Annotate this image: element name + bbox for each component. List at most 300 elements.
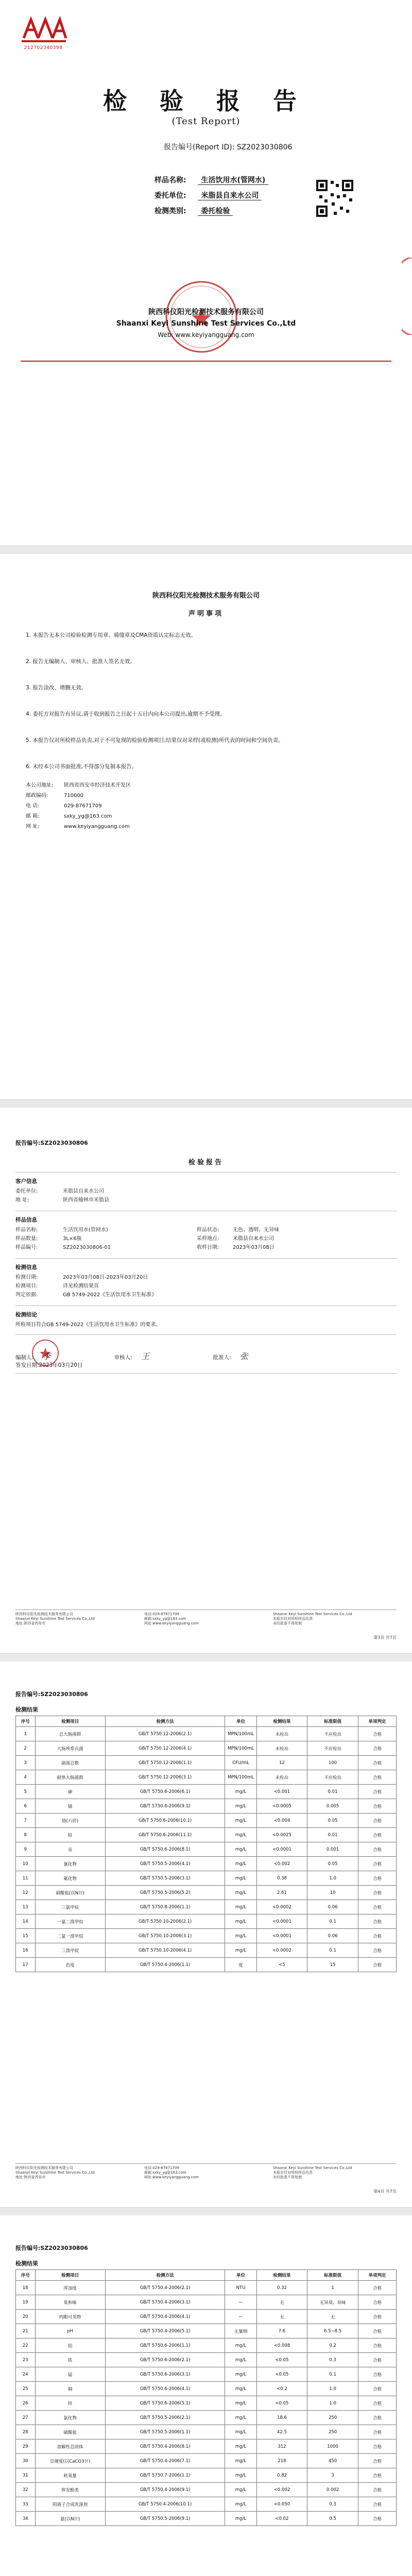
table-cell: 合格 [358, 2382, 396, 2396]
table-cell: 6 [16, 1799, 36, 1814]
table-cell: MPN/100mL [225, 1727, 256, 1741]
table-cell: 肉眼可见物 [35, 2310, 105, 2324]
table-cell: 22 [16, 2338, 36, 2353]
table-cell: GB/T 5750.6-2006(8.1) [105, 1842, 225, 1857]
table-cell: 0.001 [307, 1842, 358, 1857]
table-cell: 未检出 [256, 1727, 307, 1741]
table-cell: 无异臭、异味 [307, 2295, 358, 2310]
table-row [16, 2324, 397, 2338]
table-cell: 10 [307, 1886, 358, 1900]
client-value: 米脂县自来水公司 [198, 192, 262, 200]
table-cell: 23 [16, 2353, 36, 2367]
results-page-2 [0, 2215, 412, 2576]
table-cell: 汞 [35, 1842, 105, 1857]
table-cell: GB/T 5750.4-2006(2.1) [105, 2281, 225, 2295]
issue-date: 签发日期:2023年03月20日 [15, 1362, 83, 1368]
table-cell: GB/T 5750.12-2006(1.1) [105, 1756, 225, 1770]
table-cell: 18 [16, 2281, 36, 2295]
table-cell: <0.05 [256, 2367, 307, 2382]
table-cell: 未检出 [256, 1770, 307, 1785]
client-line: 委托单位: 米脂县自来水公司 [15, 1189, 104, 1194]
test-section [15, 1263, 397, 1299]
table-cell: 34 [16, 2512, 36, 2526]
table-cell: 12 [256, 1756, 307, 1770]
table-cell: 合格 [358, 2439, 396, 2454]
table-cell: 菌落总数 [35, 1756, 105, 1770]
table-cell: 一氯二溴甲烷 [35, 1914, 105, 1929]
signatures [15, 1350, 397, 1362]
table-cell: 二氯一溴甲烷 [35, 1929, 105, 1943]
table-cell: GB/T 5750.12-2006(4.1) [105, 1741, 225, 1756]
table-cell: 250 [307, 2425, 358, 2439]
table-cell: 合格 [358, 2497, 396, 2512]
statement-page [0, 554, 412, 1100]
statement-note: 5. 本报告仅对所检样品负责,对于不可复现的检验检测项目,结果仅对采样(或检测)所代表的时间和空间负责。 [26, 737, 284, 743]
table-cell: 耗氧量 [35, 2468, 105, 2483]
table-row [16, 1929, 397, 1943]
table-cell: 6.5~8.5 [307, 2324, 358, 2338]
table-cell: 33 [16, 2497, 36, 2512]
sample-value: 生活饮用水(管网水) [198, 176, 268, 185]
table-cell: mg/L [225, 2497, 256, 2512]
table-cell: 合格 [358, 2324, 396, 2338]
table-cell: 合格 [358, 1727, 396, 1741]
report-title: 检 验 报 告 [102, 87, 310, 115]
statement-company: 陕西科仪阳光检测技术服务有限公司 [152, 592, 260, 600]
table-cell: <0.02 [256, 2512, 307, 2526]
table-cell: 合格 [358, 2512, 396, 2526]
results-report-no: 报告编号:SZ2023030806 [15, 1691, 88, 1698]
table-cell: 合格 [358, 1886, 396, 1900]
sample-label: 样品名称: [154, 176, 186, 184]
table-cell: 28 [16, 2425, 36, 2439]
table-cell: 合格 [358, 1914, 396, 1929]
conclusion-section [15, 1311, 397, 1329]
table-cell: GB/T 5750.6-2006(3.1) [105, 2367, 225, 2382]
table-cell: 10 [16, 1857, 36, 1871]
table-cell: — [225, 2310, 256, 2324]
test-line: 检测日期: 2023年03月08日-2023年03月20日 [15, 1275, 148, 1280]
table-row [16, 1756, 397, 1770]
contact-row: 本公司地址: 陕西省西安市经济技术开发区 [26, 783, 131, 788]
table-cell: GB/T 5750.4-2006(3.1) [105, 2295, 225, 2310]
table-cell: 0.38 [256, 1871, 307, 1886]
sig-prepared: 李 [42, 1351, 51, 1361]
table-cell: mg/L [225, 1943, 256, 1958]
sample-line: 样品数量: 3L×6瓶 采样地点: 米脂县自来水公司 [15, 1236, 274, 1242]
table-cell: 合格 [358, 1871, 396, 1886]
table-row [16, 1770, 397, 1785]
table-cell: 0.1 [307, 2367, 358, 2382]
table-cell: 氨(以N计) [35, 2512, 105, 2526]
table-cell: 合格 [358, 1814, 396, 1828]
table-cell: GB/T 5750.12-2006(2.1) [105, 1727, 225, 1741]
table-cell: 1 [16, 1727, 36, 1741]
table-cell: 溶解性总固体 [35, 2439, 105, 2454]
table-cell: 16 [16, 1943, 36, 1958]
divider [15, 1334, 397, 1335]
table-row [16, 2411, 397, 2425]
sample-line: 样品编号: SZ2023030806-01 收样日期: 2023年03月08日 [15, 1245, 274, 1250]
table-cell: GB/T 5750.10-2006(2.1) [105, 1914, 225, 1929]
results-page-1 [0, 1662, 412, 2208]
table-cell: <0.0001 [256, 1842, 307, 1857]
statement-title: 声明事项 [188, 610, 224, 618]
table-cell: 阴离子合成洗涤剂 [35, 2497, 105, 2512]
table-cell: GB/T 5750.5-2006(9.1) [105, 2512, 225, 2526]
report-id-value: SZ2023030806 [236, 143, 293, 151]
client-heading: 客户信息 [15, 1178, 37, 1184]
table-cell: 不应检出 [307, 1770, 358, 1785]
table-cell: CFU/mL [225, 1756, 256, 1770]
table-row [16, 1871, 397, 1886]
sample-row [154, 173, 268, 188]
table-cell: GB/T 5750.10-2006(4.1) [105, 1943, 225, 1958]
table-cell: GB/T 5750.7-2006(1.1) [105, 2468, 225, 2483]
table-cell: 合格 [358, 2295, 396, 2310]
table-cell: 0.06 [307, 1929, 358, 1943]
client-row [154, 188, 268, 204]
table-cell: 0.05 [307, 1814, 358, 1828]
results-title: 检测结果 [15, 1706, 38, 1713]
table-cell: GB/T 5750.6-2006(9.1) [105, 1799, 225, 1814]
table-cell: <0.05 [256, 2353, 307, 2367]
table-cell: 镉 [35, 1799, 105, 1814]
table-cell: 25 [16, 2382, 36, 2396]
divider [15, 1373, 397, 1374]
table-cell: 色度 [35, 1958, 105, 1972]
table-cell: 挥发酚类 [35, 2483, 105, 2497]
table-cell: mg/L [225, 2411, 256, 2425]
statement-note: 6. 未经本公司书面批准,不得部分复制本报告。 [26, 764, 138, 770]
table-cell: 1.0 [307, 1871, 358, 1886]
table-cell: 3 [307, 2468, 358, 2483]
table-cell: MPN/100mL [225, 1770, 256, 1785]
table-row [16, 1842, 397, 1857]
table-row [16, 1741, 397, 1756]
table-row [16, 1828, 397, 1842]
table-cell: 24 [16, 2367, 36, 2382]
page-footer: 陕西科仪阳光检测技术服务有限公司 Shaanxi Keyi Sunshine Test Services Co.,Ltd 地址:陕西省西安市 电话:029-87671709 邮箱:sxky_yg@163.com 网址:www.keyiyangguang.com Shaanxi Keyi Sunshine Test Services Co.,Ltd 本报告仅对所检样品负责 未经批准不得复制 第3页 共7页 [15, 1609, 397, 1639]
table-row [16, 1727, 397, 1741]
table-cell: 32 [16, 2483, 36, 2497]
table-row [16, 2310, 397, 2324]
table-cell: 1.0 [307, 2382, 358, 2396]
sample-section [15, 1216, 397, 1252]
table-cell: 450 [307, 2454, 358, 2468]
table-cell: 铁 [35, 2353, 105, 2367]
table-cell: mg/L [225, 1785, 256, 1799]
type-row [154, 204, 268, 219]
summary-page [0, 1108, 412, 1654]
table-cell: GB/T 5750.5-2006(5.2) [105, 1886, 225, 1900]
sample-line: 样品名称: 生活饮用水(管网水) 样品状态: 无色、透明、无异味 [15, 1227, 279, 1233]
table-cell: mg/L [225, 1842, 256, 1857]
table-cell: 0.3 [307, 2353, 358, 2367]
statement-note: 1. 本报告无本公司检验检测专用章、骑缝章及CMA资质认定标志无效。 [26, 632, 196, 638]
summary-report-no: 报告编号:SZ2023030806 [15, 1140, 88, 1146]
conclusion-text: 所检项目符合GB 5749-2022《生活饮用水卫生标准》的要求。 [15, 1322, 161, 1328]
qr-code-icon [314, 178, 355, 219]
client-label: 委托单位: [154, 192, 186, 200]
table-cell: <0.004 [256, 1814, 307, 1828]
cma-logo-icon [21, 14, 67, 44]
table-row [16, 1857, 397, 1871]
page-number: 第3页 共7页 [373, 1635, 397, 1640]
table-row [16, 2281, 397, 2295]
table-cell: GB/T 5750.6-2006(5.1) [105, 2396, 225, 2411]
statement-notes [26, 631, 386, 789]
table-cell: mg/L [225, 1799, 256, 1814]
table-cell: GB/T 5750.6-2006(4.1) [105, 2382, 225, 2396]
table-row [16, 2483, 397, 2497]
results-header-row: 序号 检测项目 检测方法 单位 检测结果 标准限值 单项判定 [16, 2270, 397, 2281]
table-cell: 锰 [35, 2367, 105, 2382]
table-cell: 0.1 [307, 1943, 358, 1958]
table-cell: 9 [16, 1842, 36, 1857]
table-cell: 0.82 [256, 2468, 307, 2483]
table-cell: 铝 [35, 2338, 105, 2353]
table-cell: 0.01 [307, 1785, 358, 1799]
table-cell: GB/T 5750.5-2006(1.1) [105, 2425, 225, 2439]
table-cell: mg/L [225, 2396, 256, 2411]
table-cell: 0.2 [307, 2338, 358, 2353]
table-cell: mg/L [225, 2468, 256, 2483]
table-cell: 0.002 [307, 2483, 358, 2497]
table-cell: 17 [16, 1958, 36, 1972]
table-cell: 100 [307, 1756, 358, 1770]
table-cell: <0.0002 [256, 1900, 307, 1914]
table-cell: NTU [225, 2281, 256, 2295]
table-cell: 合格 [358, 2425, 396, 2439]
table-cell: 250 [307, 2411, 358, 2425]
statement-note: 2. 报告无编制人、审核人、批准人签名无效。 [26, 658, 135, 665]
table-cell: 合格 [358, 2396, 396, 2411]
table-row [16, 2468, 397, 2483]
results-header-row: 序号 检测项目 检测方法 单位 检测结果 标准限值 单项判定 [16, 1716, 397, 1727]
table-cell: mg/L [225, 2483, 256, 2497]
client-section [15, 1177, 397, 1205]
table-cell: 15 [16, 1929, 36, 1943]
conclusion-heading: 检测结论 [15, 1312, 37, 1318]
test-heading: 检测信息 [15, 1264, 37, 1270]
table-cell: GB/T 5750.4-2006(10.1) [105, 2497, 225, 2512]
table-cell: MPN/100mL [225, 1741, 256, 1756]
cover-page [0, 0, 412, 546]
table-cell: <0.002 [256, 2483, 307, 2497]
table-cell: 19 [16, 2295, 36, 2310]
table-cell: <0.002 [256, 1857, 307, 1871]
table-cell: 0.005 [307, 1799, 358, 1814]
table-cell: 合格 [358, 1770, 396, 1785]
table-row [16, 2512, 397, 2526]
table-cell: 总大肠菌群 [35, 1727, 105, 1741]
table-row [16, 2439, 397, 2454]
table-cell: 18.6 [256, 2411, 307, 2425]
page-number: 第4页 共7页 [373, 2189, 397, 2194]
table-cell: GB/T 5750.6-2006(2.1) [105, 2353, 225, 2367]
table-cell: 42.5 [256, 2425, 307, 2439]
table-cell: 13 [16, 1900, 36, 1914]
lab-web: Web: www.keyiyangguang.com [158, 331, 254, 338]
table-cell: <0.05 [256, 2396, 307, 2411]
table-cell: 14 [16, 1914, 36, 1929]
table-cell: 铜 [35, 2382, 105, 2396]
table-cell: 合格 [358, 1943, 396, 1958]
table-cell: 耐热大肠菌群 [35, 1770, 105, 1785]
table-cell: 0.32 [256, 2281, 307, 2295]
table-cell: <0.0002 [256, 1943, 307, 1958]
table-cell: mg/L [225, 1914, 256, 1929]
table-cell: 20 [16, 2310, 36, 2324]
table-cell: 312 [256, 2439, 307, 2454]
table-cell: 不应检出 [307, 1741, 358, 1756]
table-cell: 三溴甲烷 [35, 1943, 105, 1958]
table-cell: mg/L [225, 2425, 256, 2439]
table-cell: 砷 [35, 1785, 105, 1799]
table-cell: 合格 [358, 1799, 396, 1814]
report-id-label: 报告编号(Report ID): [164, 143, 235, 151]
table-cell: 11 [16, 1871, 36, 1886]
table-row [16, 1958, 397, 1972]
table-cell: 5 [16, 1785, 36, 1799]
table-cell: 合格 [358, 1958, 396, 1972]
table-cell: 218 [256, 2454, 307, 2468]
table-cell: mg/L [225, 2353, 256, 2367]
table-cell: 合格 [358, 2411, 396, 2425]
test-line: 检测项目: 详见检测结果页 [15, 1283, 99, 1289]
type-value: 委托检验 [198, 207, 233, 216]
lab-name-cn: 陕西科仪阳光检测技术服务有限公司 [148, 308, 264, 316]
table-cell: <5 [256, 1958, 307, 1972]
table-cell: mg/L [225, 1857, 256, 1871]
table-cell: 1000 [307, 2439, 358, 2454]
table-cell: <0.2 [256, 2382, 307, 2396]
table-cell: 合格 [358, 1828, 396, 1842]
table-cell: mg/L [225, 2439, 256, 2454]
table-cell: 未检出 [256, 1741, 307, 1756]
table-cell: 21 [16, 2324, 36, 2338]
table-cell: 31 [16, 2468, 36, 2483]
client-line: 地 址: 陕西省榆林市米脂县 [15, 1197, 109, 1203]
table-cell: — [225, 2295, 256, 2310]
table-cell: GB/T 5750.4-2006(1.1) [105, 1958, 225, 1972]
cover-info [154, 173, 268, 219]
table-cell: 臭和味 [35, 2295, 105, 2310]
table-cell: GB/T 5750.5-2006(2.1) [105, 2411, 225, 2425]
results-table [15, 1716, 397, 1972]
table-cell: 合格 [358, 1741, 396, 1756]
page-footer: 陕西科仪阳光检测技术服务有限公司 Shaanxi Keyi Sunshine Test Services Co.,Ltd 地址:陕西省西安市 电话:029-87671709 邮箱:sxky_yg@163.com 网址:www.keyiyangguang.com Shaanxi Keyi Sunshine Test Services Co.,Ltd 本报告仅对所检样品负责 未经批准不得复制 第4页 共7页 [15, 2163, 397, 2193]
statement-note: 4. 委托方对报告有异议,请于收到报告之日起十五日内向本公司提出,逾期不予受理。 [26, 711, 226, 717]
report-id-line [164, 142, 292, 152]
table-cell: 硝酸盐(以N计) [35, 1886, 105, 1900]
table-cell: 无 [256, 2295, 307, 2310]
table-cell: GB/T 5750.4-2006(7.1) [105, 2454, 225, 2468]
table-cell: 合格 [358, 2353, 396, 2367]
table-cell: 合格 [358, 2281, 396, 2295]
table-cell: GB/T 5750.5-2006(4.1) [105, 1857, 225, 1871]
table-row [16, 1785, 397, 1799]
table-row [16, 2454, 397, 2468]
table-cell: 氰化物 [35, 1857, 105, 1871]
table-cell: mg/L [225, 1929, 256, 1943]
contact-row: 邮 箱: sxky_yg@163.com [26, 814, 112, 819]
results-report-no: 报告编号:SZ2023030806 [15, 2245, 88, 2251]
table-cell: 0.06 [307, 1900, 358, 1914]
contact-block [26, 781, 131, 832]
red-divider [21, 361, 391, 362]
table-cell: 氟化物 [35, 1871, 105, 1886]
table-cell: 0.3 [307, 2497, 358, 2512]
table-cell: <0.008 [256, 2338, 307, 2353]
table-cell: 27 [16, 2411, 36, 2425]
table-cell: 合格 [358, 2367, 396, 2382]
type-label: 检测类别: [154, 207, 186, 215]
table-cell: 合格 [358, 1929, 396, 1943]
table-cell: <0.0025 [256, 1828, 307, 1842]
table-cell: 铬(六价) [35, 1814, 105, 1828]
table-cell: mg/L [225, 1828, 256, 1842]
table-cell: 合格 [358, 1900, 396, 1914]
table-cell: 0.05 [307, 1857, 358, 1871]
table-cell: GB/T 5750.10-2006(3.1) [105, 1929, 225, 1943]
table-cell: 合格 [358, 2454, 396, 2468]
table-cell: GB/T 5750.4-2006(5.1) [105, 2324, 225, 2338]
table-cell: 大肠埃希氏菌 [35, 1741, 105, 1756]
table-cell: 7.6 [256, 2324, 307, 2338]
contact-row: 邮政编码: 710000 [26, 793, 84, 799]
lab-name-en: Shaanxi Keyi Sunshine Test Services Co.,Ltd [116, 319, 296, 328]
sig-label-reviewed: 审核人: [114, 1354, 132, 1361]
table-cell: 总硬度(以CaCO3计) [35, 2454, 105, 2468]
table-cell: 26 [16, 2396, 36, 2411]
table-row [16, 2382, 397, 2396]
contact-row: 网 址: www.keyiyangguang.com [26, 824, 130, 829]
table-cell: GB/T 5750.6-2006(1.1) [105, 2338, 225, 2353]
table-cell: 2 [16, 1741, 36, 1756]
contact-row: 电 话: 029-87671709 [26, 803, 102, 809]
table-cell: 度 [225, 1958, 256, 1972]
table-cell: GB/T 5750.6-2006(11.1) [105, 1828, 225, 1842]
table-cell: 8 [16, 1828, 36, 1842]
statement-note: 3. 报告涂改、增删无效。 [26, 685, 87, 691]
report-subtitle: (Test Report) [171, 116, 241, 127]
table-row [16, 2338, 397, 2353]
table-cell: 无量纲 [225, 2324, 256, 2338]
table-cell: 合格 [358, 2338, 396, 2353]
table-cell: GB/T 5750.4-2006(8.1) [105, 2439, 225, 2454]
table-cell: mg/L [225, 1886, 256, 1900]
table-row [16, 1814, 397, 1828]
table-cell: GB/T 5750.4-2006(4.1) [105, 2310, 225, 2324]
table-cell: 4 [16, 1770, 36, 1785]
table-cell: 无 [256, 2310, 307, 2324]
table-cell: mg/L [225, 1871, 256, 1886]
table-cell: 合格 [358, 2483, 396, 2497]
table-cell: 浑浊度 [35, 2281, 105, 2295]
table-cell: GB/T 5750.6-2006(6.1) [105, 1785, 225, 1799]
table-cell: 合格 [358, 1842, 396, 1857]
sig-label-prepared: 编制人: [15, 1354, 34, 1361]
cma-number: 212702340398 [24, 45, 63, 50]
table-cell: 合格 [358, 2310, 396, 2324]
table-cell: 三氯甲烷 [35, 1900, 105, 1914]
table-cell: mg/L [225, 2512, 256, 2526]
table-cell: 2.61 [256, 1886, 307, 1900]
perforation-seal-icon [402, 258, 412, 335]
table-cell: 0.5 [307, 2512, 358, 2526]
